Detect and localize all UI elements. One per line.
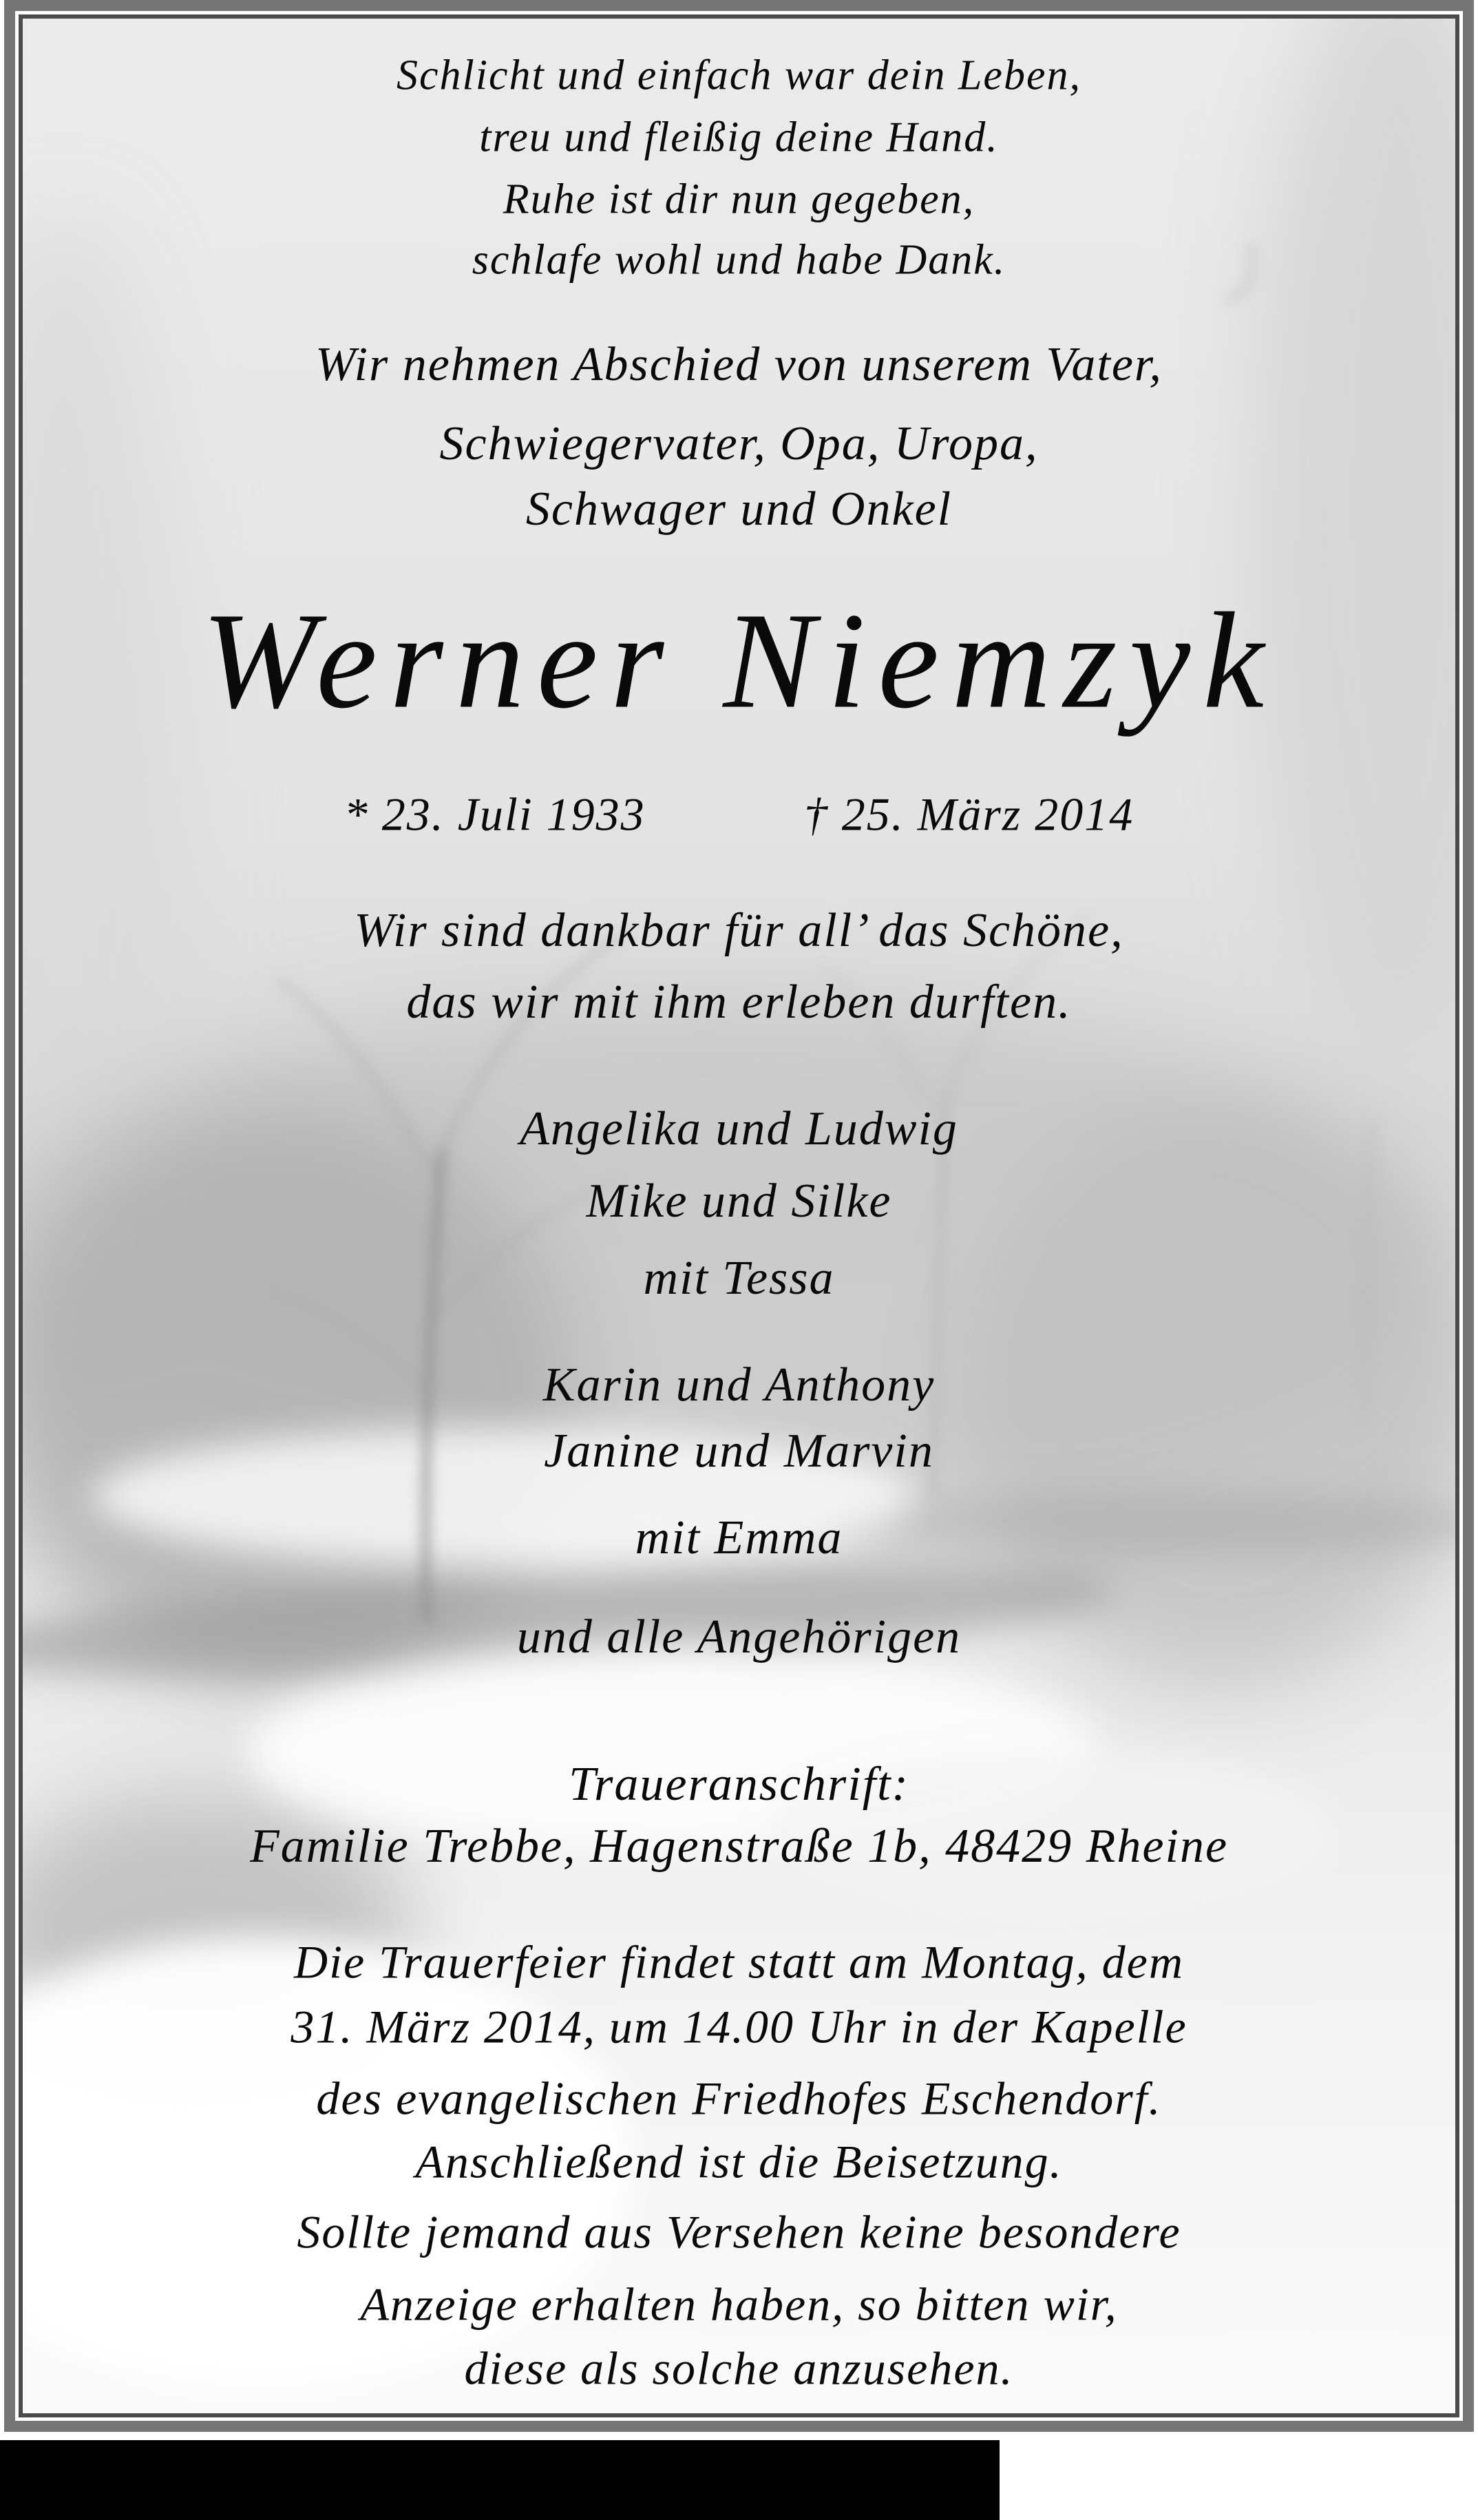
life-dates-row <box>28 788 1450 842</box>
service-line: Anzeige erhalten haben, so bitten wir, <box>360 2278 1118 2331</box>
address-value: Familie Trebbe, Hagenstraße 1b, 48429 Rheine <box>249 1820 1229 1873</box>
deceased-name: Werner Niemzyk <box>202 585 1276 737</box>
poem-line: Ruhe ist dir nun gegeben, <box>503 176 975 223</box>
service-line: Anschließend ist die Beisetzung. <box>415 2135 1063 2188</box>
gratitude-line: Wir sind dankbar für all’ das Schöne, <box>354 904 1124 957</box>
mourner-line: Janine und Marvin <box>544 1425 934 1478</box>
birth-date: * 23. Juli 1933 <box>344 788 646 841</box>
intro-line: Schwager und Onkel <box>525 483 953 536</box>
poem-line: treu und fleißig deine Hand. <box>479 114 999 161</box>
service-line: des evangelischen Friedhofes Eschendorf. <box>316 2072 1162 2125</box>
service-line: diese als solche anzusehen. <box>464 2342 1014 2395</box>
service-line: Die Trauerfeier findet statt am Montag, dem <box>294 1935 1184 1988</box>
mourner-line: Angelika und Ludwig <box>520 1102 958 1155</box>
mourner-line: Mike und Silke <box>586 1175 892 1228</box>
service-line: 31. März 2014, um 14.00 Uhr in der Kapelle <box>291 2000 1187 2053</box>
death-date: † 25. März 2014 <box>803 788 1134 841</box>
address-label: Traueranschrift: <box>569 1758 909 1811</box>
poem-line: Schlicht und einfach war dein Leben, <box>397 52 1081 99</box>
mourner-line: mit Emma <box>635 1511 843 1564</box>
gratitude-line: das wir mit ihm erleben durften. <box>406 976 1072 1029</box>
mourner-line: mit Tessa <box>643 1252 835 1305</box>
poem-line: schlafe wohl und habe Dank. <box>472 236 1006 284</box>
service-line: Sollte jemand aus Versehen keine besondere <box>297 2205 1181 2258</box>
mourners-closing: und alle Angehörigen <box>516 1610 962 1663</box>
mourner-line: Karin und Anthony <box>542 1358 936 1411</box>
intro-line: Wir nehmen Abschied von unserem Vater, <box>315 338 1163 391</box>
intro-line: Schwiegervater, Opa, Uropa, <box>439 417 1039 470</box>
